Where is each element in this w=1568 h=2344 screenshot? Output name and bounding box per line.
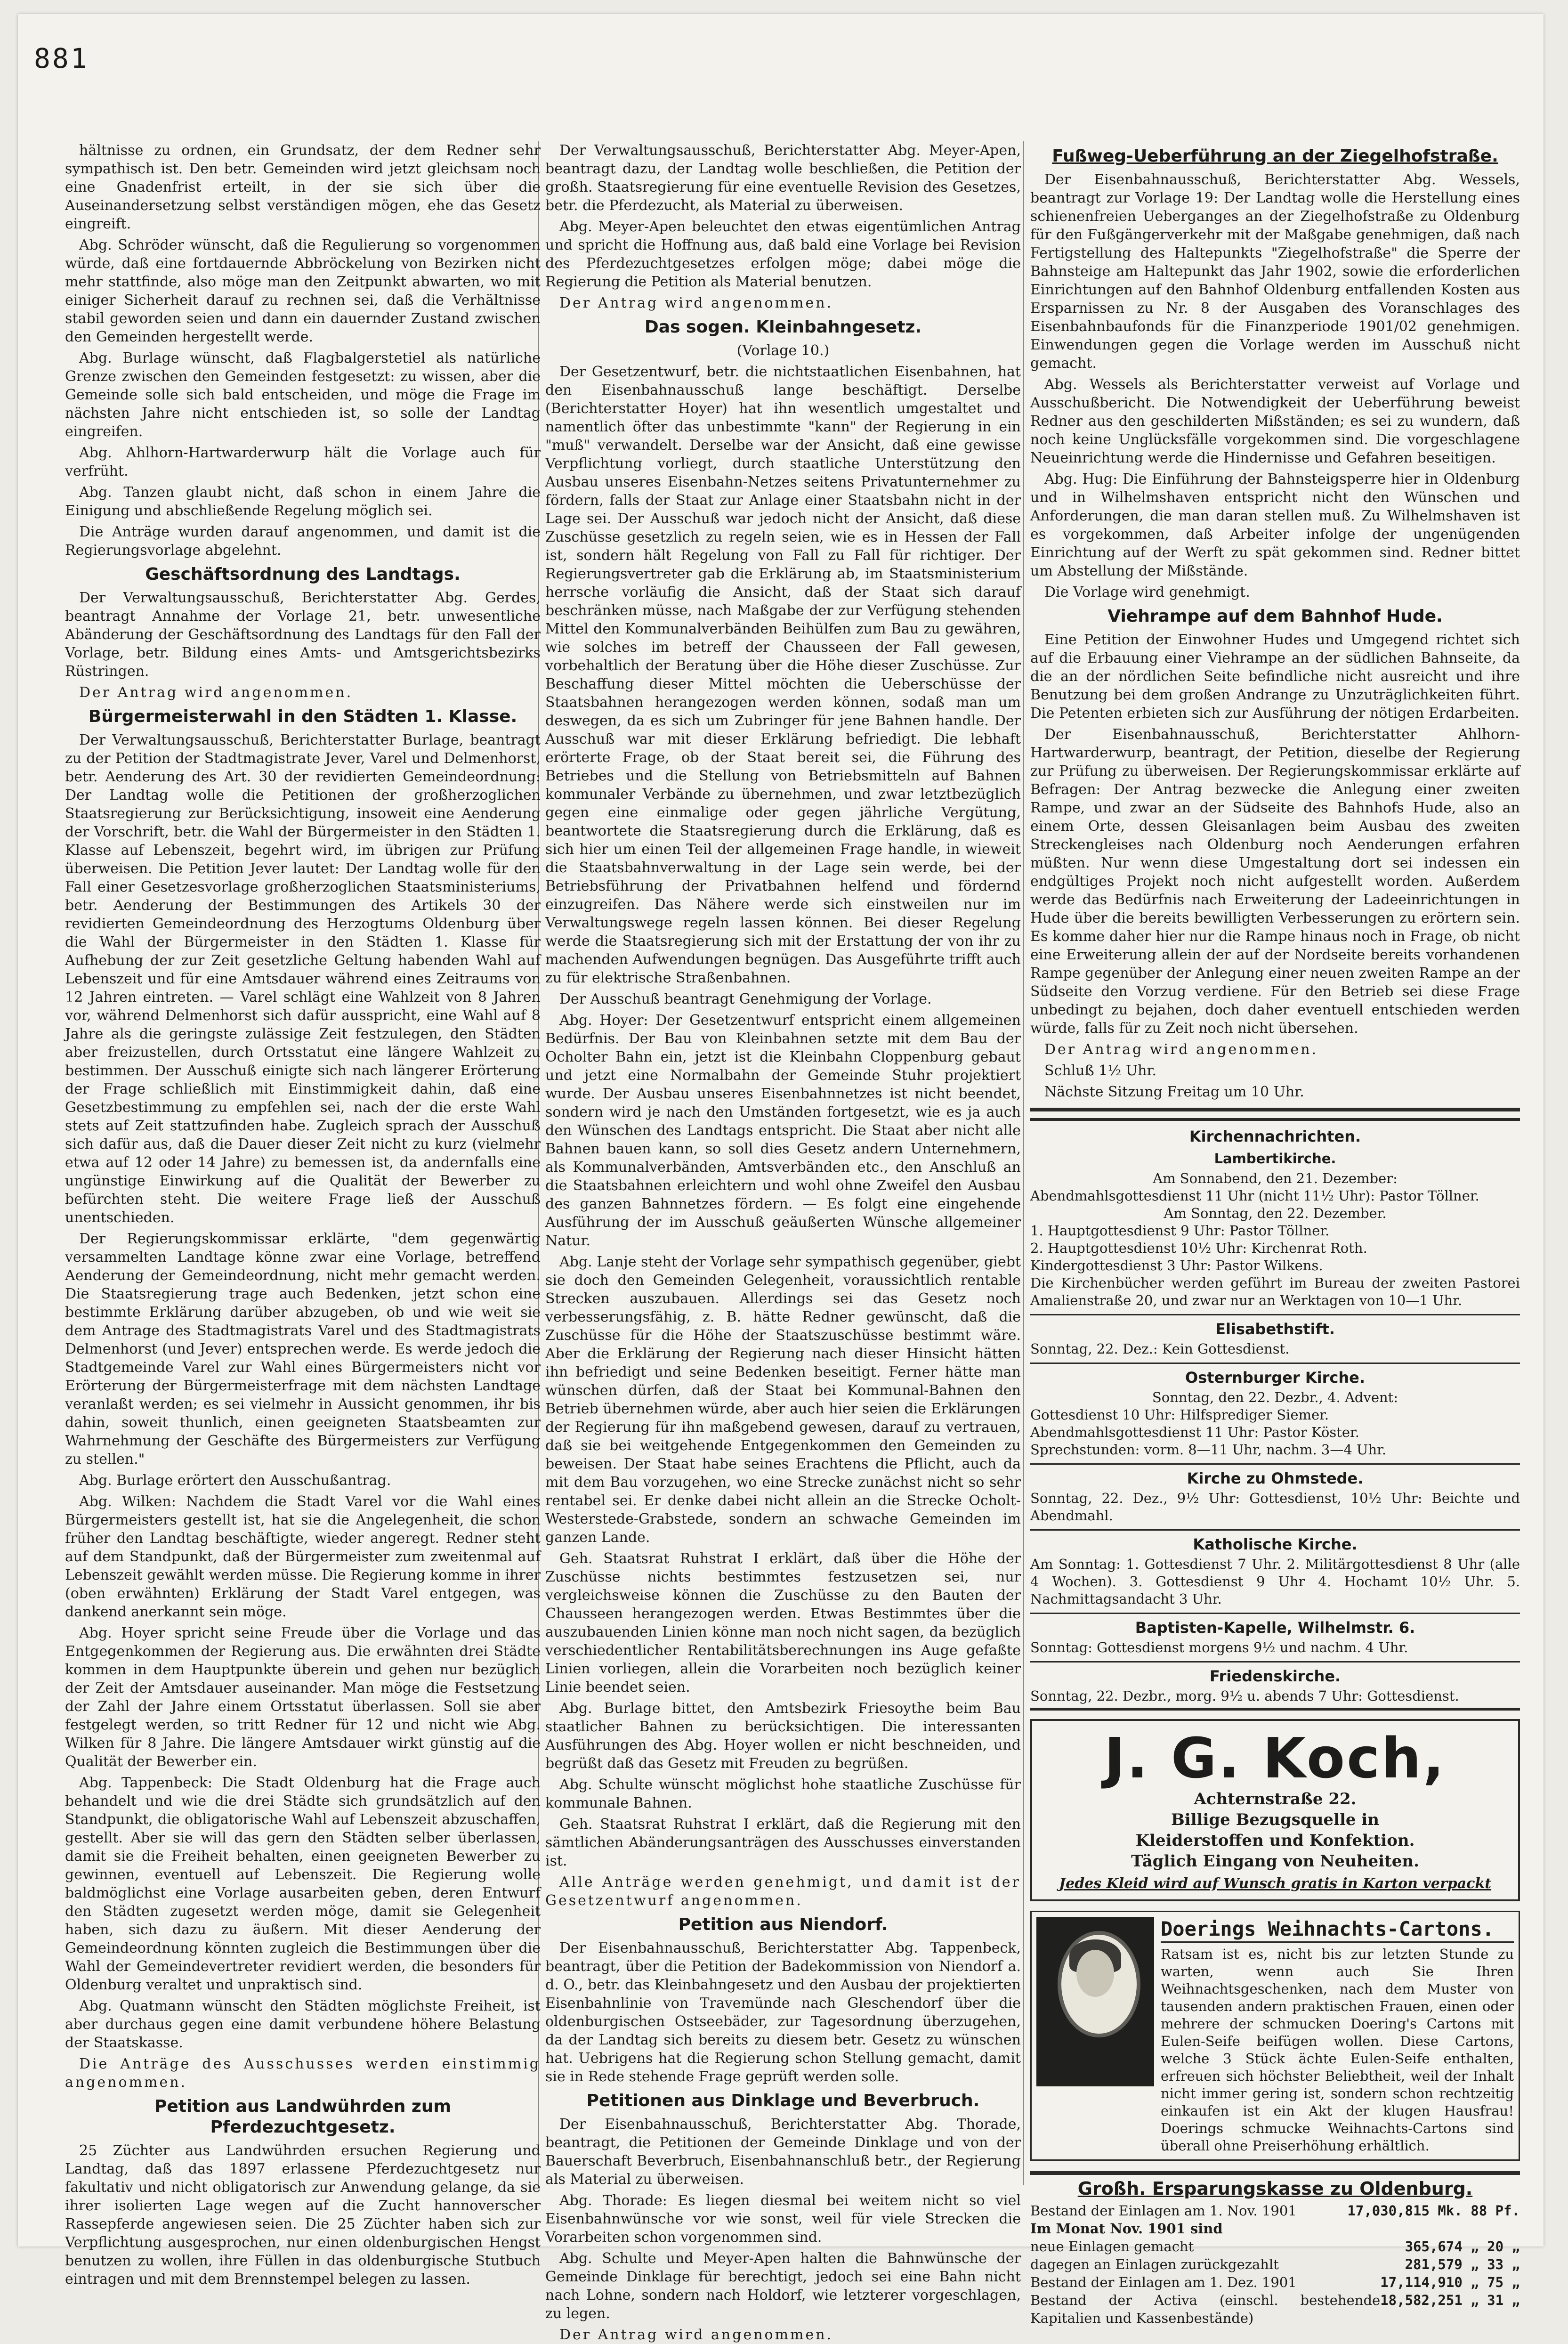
statement-row [1030, 2220, 1520, 2238]
paragraph: Der Antrag wird angenommen. [1044, 1041, 1318, 1058]
divider [1030, 1529, 1520, 1531]
paragraph: Der Eisenbahnausschuß, Berichterstatter Abg. Tappenbeck, beantragt, über die Petition der Badekommission von Niendorf a. d. O., betr. das Kleinbahngesetz und den Ausbau der projektierten Eisenbahnlinie von Travemünde nach Gleschendorf über die oldenburgischen Ostseebäder, zur Tagesordnung überzugehen, da der Landtag sich bereits zu diesem betr. Gesetz zu wünschen hat. Uebrigens hat die Regierung schon Stellung gemacht, damit sie in Rede stehende Frage geprüft werden solle. [545, 1940, 1021, 2085]
paragraph: Der Antrag wird angenommen. [559, 295, 833, 311]
notice-line: 2. Hauptgottesdienst 10½ Uhr: Kirchenrat Roth. [1030, 1240, 1367, 1256]
column-2 [545, 141, 1021, 2343]
section-heading: Petition aus Niendorf. [678, 1915, 888, 1934]
advertiser-address: Achternstraße 22. [1194, 1790, 1357, 1809]
advertiser-name: J. G. Koch, [1104, 1726, 1446, 1791]
newspaper-page [18, 14, 1544, 2343]
row-label: neue Einlagen gemacht [1030, 2239, 1194, 2255]
paragraph: Der Antrag wird angenommen. [79, 684, 353, 701]
notice-line: Sonntag, 22. Dez., 9½ Uhr: Gottesdienst, 10½ Uhr: Beichte und Abendmahl. [1030, 1490, 1520, 1524]
paragraph: 25 Züchter aus Landwührden ersuchen Regierung und Landtag, daß das 1897 erlassene Pferdezuchtgesetz nur fakultativ und nicht obligatorisch zur Anwendung gelange, da sie ihrer isolierten Lage wegen auf die Zucht hannoverscher Rassepferde angewiesen seien. Die 25 Züchter haben sich zur Verpflichtung ausgesprochen, nur einen oldenburgischen Hengst benutzen zu wollen, ihre Füllen in das oldenburgische Stutbuch eintragen und mit dem Brennstempel belegen zu lassen. [65, 2142, 541, 2287]
paragraph: Der Eisenbahnausschuß, Berichterstatter Ahlhorn-Hartwarderwurp, beantragt, der Petition, dieselbe der Regierung zur Prüfung zu überweisen. Der Regierungskommissar erklärte auf Befragen: Der Antrag bezwecke die Anlegung einer zweiten Rampe, und zwar an der Südseite des Bahnhofs Hude, also an einem Orte, dessen Gleisanlagen beim Ausbau des zweiten Streckengleises nach Oldenburg noch Aenderungen erfahren müßten. Nur wenn diese Umgestaltung dort sei indessen ein endgültiges Projekt noch nicht aufgestellt worden. Außerdem werde das Bedürfnis nach Erweiterung der Ladeeinrichtungen in Hude über die bereits bewilligten Verbesserungen zu erörtern sein. Es komme daher hier nur die Rampe hinaus noch in Frage, ob nicht eine Erweiterung allein der auf der Nordseite bereits vorhandenen Rampe gegenüber der Anlegung einer neuen zweiten Rampe an der Südseite den Vorzug verdiene. Für den Betrieb sei diese Frage unbedingt zu bejahen, doch daher eventuell entschieden werden würde, falls für zu Zeit noch nicht übersehen. [1030, 726, 1520, 1037]
paragraph: Abg. Hug: Die Einführung der Bahnsteigsperre hier in Oldenburg und in Wilhelmshaven entspricht nicht den Wünschen und Anforderungen, die man daran stellen muß. Zu Wilhelmshaven ist es vorgekommen, daß Arbeiter infolge der ungenügenden Einrichtung auf der Werft zu spät gekommen sind. Redner bittet um Abstellung der Mißstände. [1030, 471, 1520, 579]
section-heading [1030, 146, 1520, 167]
portrait-illustration [1036, 1917, 1154, 2086]
divider [1030, 1463, 1520, 1465]
paragraph: Der Verwaltungsausschuß, Berichterstatter Abg. Meyer-Apen, beantragt dazu, der Landtag wolle beschließen, die Petition der großh. Staatsregierung für eine eventuelle Revision des Gesetzes, betr. die Pferdezucht, als Material zu überweisen. [545, 142, 1021, 214]
notice-line: Kindergottesdienst 3 Uhr: Pastor Wilkens. [1030, 1257, 1323, 1273]
notice-heading: Friedenskirche. [1209, 1667, 1341, 1685]
paragraph: Die Anträge des Ausschusses werden einstimmig angenommen. [65, 2056, 541, 2091]
ad-line: Täglich Eingang von Neuheiten. [1131, 1852, 1419, 1871]
savings-bank-statement [1030, 2171, 1520, 2327]
paragraph: Der Verwaltungsausschuß, Berichterstatter Abg. Gerdes, beantragt Annahme der Vorlage 21, betr. unwesentliche Abänderung der Geschäftsordnung des Landtags für den Fall der Vorlage, betr. Bildung eines Amts- und Amtsgerichtsbezirks Rüstringen. [65, 590, 541, 680]
paragraph: Der Eisenbahnausschuß, Berichterstatter Abg. Wessels, beantragt zur Vorlage 19: Der Landtag wolle die Herstellung eines schienenfreien Ueberganges an der Ziegelhofstraße zu Oldenburg für den Fußgängerverkehr mit der Maßgabe genehmigen, daß nach Fertigstellung des Haltepunkts "Ziegelhofstraße" die Sperre der Bahnsteige am Haltepunkt das Jahr 1902, sowie die erforderlichen Einrichtungen auf den Bahnhof Oldenburg entfallenden Kosten aus Ersparnissen zu Nr. 8 der Ausgaben des Voranschlages des Eisenbahnbaufonds für die Finanzperiode 1901/02 genehmigen. Einwendungen gegen die Vorlage werden im Ausschuß nicht gemacht. [1030, 171, 1520, 372]
paragraph: Abg. Wessels als Berichterstatter verweist auf Vorlage und Ausschußbericht. Die Notwendigkeit der Ueberführung beweist Redner aus den geschilderten Mißständen; es sei zu wundern, daß noch keine Unglücksfälle vorgekommen sind. Die vorgeschlagene Neueinrichtung werde die Hindernisse und Gefahren beseitigen. [1030, 376, 1520, 466]
paragraph: Der Ausschuß beantragt Genehmigung der Vorlage. [559, 991, 932, 1007]
section-heading: Bürgermeisterwahl in den Städten 1. Klasse. [88, 707, 517, 726]
statement-heading: Großh. Ersparungskasse zu Oldenburg. [1077, 2178, 1473, 2199]
paragraph: Der Eisenbahnausschuß, Berichterstatter Abg. Thorade, beantragt, die Petitionen der Gemeinde Dinklage und von der Bauerschaft Beverbruch, Eisenbahnanschluß betr., der Regierung als Material zu überweisen. [545, 2116, 1021, 2188]
notice-line: Am Sonnabend, den 21. Dezember: [1153, 1170, 1398, 1186]
divider [1030, 1613, 1520, 1614]
divider [1030, 1108, 1520, 1111]
row-label: Im Monat Nov. 1901 sind [1030, 2221, 1223, 2237]
paragraph: Die Vorlage wird genehmigt. [1044, 584, 1250, 600]
notice-heading: Katholische Kirche. [1193, 1535, 1358, 1553]
ad-title: Doerings Weihnachts-Cartons. [1161, 1917, 1514, 1943]
row-value: 365,674 „ 20 „ [1405, 2239, 1520, 2255]
row-value: 17,030,815 Mk. 88 Pf. [1347, 2203, 1520, 2219]
paragraph: Abg. Hoyer: Der Gesetzentwurf entspricht einem allgemeinen Bedürfnis. Der Bau von Kleinbahnen setzte mit dem Bau der Ocholter Bahn ein, jetzt ist die Kleinbahn Cloppenburg gebaut und jetzt eine Normalbahn der Gemeinde Stuhr projektiert wurde. Der Ausbau unseres Eisenbahnnetzes ist nicht beendet, sondern wird je nach den Umständen fortgesetzt, wie es ja auch den Wünschen des Landtags entspricht. Die Staat aber nicht alle Bahnen bauen kann, so soll dies Gesetz andern Unternehmern, als Kommunalverbänden, Amtsverbänden etc., den Anschluß an die Staatsbahnen erleichtern und wohl ohne Zweifel den Ausbau des ganzen Bahnnetzes fördern. — Es folgt eine eingehende Ausführung der im Ausschuß geäußerten Wünsche allgemeiner Natur. [545, 1012, 1021, 1249]
notice-line: Sonntag, 22. Dez.: Kein Gottesdienst. [1030, 1341, 1290, 1357]
row-value: 281,579 „ 33 „ [1405, 2256, 1520, 2272]
notice-subheading: Lambertikirche. [1214, 1151, 1336, 1167]
section-heading: Petition aus Landwührden zum Pferdezuchtgesetz. [154, 2097, 452, 2137]
row-value: 18,582,251 „ 31 „ [1380, 2292, 1520, 2308]
statement-row [1030, 2255, 1520, 2273]
statement-row [1030, 2202, 1520, 2220]
section-heading-text: Fußweg-Ueberführung an der Ziegelhofstraße. [1052, 146, 1498, 166]
church-notices [1030, 1118, 1520, 1711]
row-label: Bestand der Einlagen am 1. Dez. 1901 [1030, 2274, 1297, 2290]
paragraph: Der Regierungskommissar erklärte, "dem gegenwärtig versammelten Landtage könne zwar eine Vorlage, betreffend Aenderung der Gemeindeordnung, nicht mehr gemacht werden. Die Staatsregierung trage auch Bedenken, jetzt schon eine bestimmte Erklärung darüber abzugeben, ob und wie weit sie dem Antrage des Stadtmagistrats Varel und des Stadtmagistrats Delmenhorst (und Jever) entsprechen werde. Es werde jedoch die Stadtgemeinde Varel zur Wahl eines Bürgermeisters nicht vor Erörterung der Bürgermeisterfrage mit dem nächsten Landtage veranlaßt werden; es sei vielmehr in Aussicht genommen, ihr bis dahin, soweit thunlich, einen geeigneten Staatsbeamten zur Wahrnehmung der Geschäfte des Bürgermeisters zur Verfügung zu stellen." [65, 1231, 541, 1468]
column-rule [1023, 141, 1024, 2185]
paragraph: Die Anträge wurden darauf angenommen, und damit ist die Regierungsvorlage abgelehnt. [65, 524, 541, 559]
section-subheading: (Vorlage 10.) [736, 342, 830, 359]
row-label: Bestand der Einlagen am 1. Nov. 1901 [1030, 2203, 1297, 2219]
paragraph: Der Gesetzentwurf, betr. die nichtstaatlichen Eisenbahnen, hat den Eisenbahnausschuß lange beschäftigt. Derselbe (Berichterstatter Hoyer) hat ihn wesentlich umgestaltet und namentlich öfter das unbestimmte "kann" der Regierung in ein "muß" verwandelt. Derselbe war der Ansicht, daß eine gewisse Verpflichtung vorliegt, durch staatliche Unterstützung den Ausbau unseres Eisenbahn-Netzes seitens Privatunternehmer zu fördern, falls der Staat zur Anlage einer Staatsbahn nicht in der Lage sei. Der Ausschuß war jedoch nicht der Ansicht, daß diese Zuschüsse gesetzlich zu regeln seien, wie es in Hessen der Fall ist, sondern hält Regelung von Fall zu Fall für richtiger. Der Regierungsvertreter gab die Erklärung ab, im Staatsministerium herrsche vorläufig die Ansicht, daß der Staat sich darauf beschränken müsse, nach Maßgabe der zur Verfügung stehenden Mittel den Kommunalverbänden Beihülfen zum Bau zu gewähren, wie solches im betreff der Chausseen der Fall gewesen, vorbehaltlich der Beratung über die Höhe dieser Zuschüsse. Zur Beschaffung dieser Mittel möchten die Ueberschüsse der Staatsbahnen herangezogen werden können, sodaß man um deswegen, da es sich um Zubringer für jene Bahnen handle. Der Ausschuß war mit dieser Erklärung befriedigt. Die lebhaft erörterte Frage, ob der Staat bereit sei, die Führung des Betriebes und die Stellung von Betriebsmitteln auf Bahnen kommunaler Verbände zu übernehmen, und zwar letztbezüglich gegen eine einmalige oder gegen jährliche Vergütung, beantwortete die Staatsregierung durch die Erklärung, daß es sich hier um einen Teil der allgemeinen Frage handle, in wieweit die Staatsbahnverwaltung in der Lage sein werde, bei der Betriebsführung der Privatbahnen helfend und fördernd einzugreifen. Das Nähere werde sich einstweilen nur im Verwaltungswege regeln lassen können. Bei dieser Regelung werde die Staatsregierung sich mit der Erstattung der von ihr zu machenden Aufwendungen begnügen. Das Ausgeführte trifft auch zu für elektrische Straßenbahnen. [545, 364, 1021, 986]
paragraph: Eine Petition der Einwohner Hudes und Umgegend richtet sich auf die Erbauung einer Viehrampe an der südlichen Bahnseite, da die an der nördlichen Seite befindliche nicht ausreicht und ihre Benutzung bei dem großen Andrange zu Unzuträglichkeiten führt. Die Petenten erbieten sich zur Ausführung der nötigen Erdarbeiten. [1030, 632, 1520, 722]
section-heading: Petitionen aus Dinklage und Beverbruch. [586, 2091, 980, 2110]
portrait-face [1076, 1950, 1114, 1997]
paragraph: Abg. Ahlhorn-Hartwarderwurp hält die Vorlage auch für verfrüht. [65, 445, 541, 479]
paragraph: Geh. Staatsrat Ruhstrat I erklärt, daß über die Höhe der Zuschüsse nichts bestimmtes festzusetzen sei, nur vergleichsweise können die Zuschüsse zu den Bauten der Chausseen herangezogen werden. Etwas Bestimmtes über die auszubauenden Linien könne man noch nicht sagen, da bezüglich verschiedentlicher Rentabilitätsberechnungen ins Auge gefaßte Linien vorliegen, allein die Vorarbeiten noch bezüglich keiner Linie beendet seien. [545, 1550, 1021, 1695]
paragraph: Abg. Burlage wünscht, daß Flagbalgerstetiel als natürliche Grenze zwischen den Gemeinden festgesetzt: zu wissen, aber die Gemeinde solle sich bald entscheiden, und möge die Frage im nächsten Jahre nicht entschieden ist, so solle der Landtag eingreifen. [65, 350, 541, 440]
paragraph: Abg. Wilken: Nachdem die Stadt Varel vor die Wahl eines Bürgermeisters gestellt ist, hat sie die Angelegenheit, die schon früher den Landtag beschäftigte, wieder angeregt. Redner steht auf dem Standpunkt, daß der Bürgermeister zum zweitenmal auf Lebenszeit gewählt werden müsse. Die Regierung komme in ihrer (oben erwähnten) Erklärung der Stadt Varel entgegen, was dankend anerkannt sein möge. [65, 1493, 541, 1620]
notice-line: Die Kirchenbücher werden geführt im Bureau der zweiten Pastorei Amalienstraße 20, und zwar nur an Werktagen von 10—1 Uhr. [1030, 1275, 1520, 1308]
koch-advertisement [1030, 1719, 1520, 1901]
paragraph: Abg. Burlage erörtert den Ausschußantrag. [79, 1472, 391, 1489]
statement-row [1030, 2238, 1520, 2255]
paragraph: Der Verwaltungsausschuß, Berichterstatter Burlage, beantragt zu der Petition der Stadtmagistrate Jever, Varel und Delmenhorst, betr. Aenderung des Art. 30 der revidierten Gemeindeordnung: Der Landtag wolle die Petitionen der großherzoglichen Staatsregierung zur Berücksichtigung, insoweit eine Aenderung der Vorschrift, betr. die Wahl der Bürgermeister in den Städten 1. Klasse auf Lebenszeit, begehrt wird, im übrigen zur Prüfung überweisen. Die Petition Jever lautet: Der Landtag wolle für den Fall einer Gesetzesvorlage großherzoglichen Staatsministeriums, betr. Aenderung der Bestimmungen des Artikels 30 der revidierten Gemeindeordnung des Herzogtums Oldenburg über die Wahl der Bürgermeister in den Städten 1. Klasse für Aufhebung der zur Zeit gesetzliche Geltung habenden Wahl auf Lebenszeit und für eine Amtsdauer während eines Zeitraums von 12 Jahren eintreten. — Varel schlägt eine Wahlzeit von 8 Jahren vor, während Delmenhorst sich dafür ausspricht, eine Wahl auf 8 Jahre als die geringste zulässige Zeit festzulegen, den Städten aber freizustellen, durch Ortsstatut eine längere Wahlzeit zu bestimmen. Der Ausschuß einigte sich nach längerer Erörterung der Frage schließlich mit Einstimmigkeit dahin, daß eine Gesetzbestimmung zu empfehlen sei, nach der die erste Wahl stets auf Zeit stattzufinden habe. Zugleich sprach der Ausschuß sich dafür aus, daß die Dauer dieser Zeit nicht zu kurz (vielmehr etwa auf 12 oder 14 Jahre) zu bemessen ist, da andernfalls eine ungünstige Einwirkung auf die Qualität der Bewerber zu befürchten steht. Die weitere Frage ließ der Ausschuß unentschieden. [65, 732, 541, 1226]
paragraph: Abg. Schulte wünscht möglichst hohe staatliche Zuschüsse für kommunale Bahnen. [545, 1776, 1021, 1811]
notice-heading: Baptisten-Kapelle, Wilhelmstr. 6. [1135, 1619, 1415, 1637]
notice-line: Am Sonntag, den 22. Dezember. [1164, 1205, 1387, 1221]
paragraph: Abg. Burlage bittet, den Amtsbezirk Friesoythe beim Bau staatlicher Bahnen zu berücksichtigen. Die interessanten Ausführungen des Abg. Hoyer wollen er nicht beschneiden, und begrüßt daß das Gesetz mit Freuden zu begrüßen. [545, 1700, 1021, 1772]
paragraph: Abg. Tanzen glaubt nicht, daß schon in einem Jahre die Einigung und abschließende Regelung möglich sei. [65, 484, 541, 519]
page-number: 881 [34, 42, 89, 74]
paragraph: Abg. Schröder wünscht, daß die Regulierung so vorgenommen würde, daß eine fortdauernde Abbröckelung von Bezirken nicht mehr stattfinde, also möge man den Zeitpunkt abwarten, wo mit einiger Sicherheit darauf zu rechnen sei, daß die Verhältnisse stabil geworden seien und dann ein dauernder Zustand zwischen den Gemeinden hergestellt werde. [65, 237, 541, 345]
paragraph: Alle Anträge werden genehmigt, und damit ist der Gesetzentwurf angenommen. [545, 1874, 1021, 1909]
statement-row [1030, 2291, 1520, 2327]
notice-heading: Kirche zu Ohmstede. [1187, 1469, 1364, 1487]
divider [1030, 1314, 1520, 1315]
paragraph: Abg. Quatmann wünscht den Städten möglichste Freiheit, ist aber durchaus gegen eine damit verbundene höhere Belastung der Staatskasse. [65, 1998, 541, 2051]
paragraph: Schluß 1½ Uhr. [1044, 1063, 1157, 1079]
section-heading: Das sogen. Kleinbahngesetz. [644, 317, 922, 337]
ad-line: Kleiderstoffen und Konfektion. [1135, 1831, 1415, 1850]
notice-line: Sonntag, 22. Dezbr., morg. 9½ u. abends 7 Uhr: Gottesdienst. [1030, 1688, 1459, 1704]
statement-row [1030, 2273, 1520, 2291]
ad-banner: Jedes Kleid wird auf Wunsch gratis in Karton verpackt [1059, 1875, 1492, 1892]
divider [1030, 1661, 1520, 1663]
paragraph: Abg. Lanje steht der Vorlage sehr sympathisch gegenüber, giebt sie doch den Gemeinden Gelegenheit, voraussichtlich rentable Strecken auszubauen. Allerdings sei das Gesetz noch verbesserungsfähig, z. B. hätte Redner gewünscht, daß die Zuschüsse für die Höhe der Staatszuschüsse bestimmt wäre. Aber die Erklärung der Regierung nach dieser Hinsicht hätten ihn befriedigt und seine Bedenken beseitigt. Ferner hätte man wünschen dürfen, daß der Staat bei Kommunal-Bahnen den Betrieb übernehmen würde, aber auch hier seien die Erklärungen der Regierung für ihn maßgebend gewesen, darauf zu vertrauen, daß sie bei weitgehende Entgegenkommen den Gemeinden zu beweisen. Der Staat habe seines Erachtens die Pflicht, auch da mit dem Bau vorzugehen, wo eine Strecke zunächst nicht so sehr rentabel sei. Er denke dabei nicht allein an die Strecke Ocholt-Westerstede-Grabstede, sondern an schwache Gemeinden im ganzen Lande. [545, 1254, 1021, 1546]
paragraph: Abg. Schulte und Meyer-Apen halten die Bahnwünsche der Gemeinde Dinklage für berechtigt, jedoch sei eine Bahn nicht nach Lohne, sondern nach Holdorf, wie letzterer vorgeschlagen, zu legen. [545, 2250, 1021, 2322]
row-value: 17,114,910 „ 75 „ [1380, 2274, 1520, 2290]
notice-heading: Elisabethstift. [1215, 1320, 1335, 1338]
notice-line: 1. Hauptgottesdienst 9 Uhr: Pastor Töllner. [1030, 1223, 1330, 1239]
ad-line: Billige Bezugsquelle in [1171, 1810, 1380, 1829]
notice-line: Abendmahlsgottesdienst 11 Uhr (nicht 11½ Uhr): Pastor Töllner. [1030, 1188, 1479, 1204]
notice-heading: Osternburger Kirche. [1185, 1369, 1365, 1387]
notice-line: Sonntag: Gottesdienst morgens 9½ und nachm. 4 Uhr. [1030, 1639, 1408, 1655]
notice-line: Sonntag, den 22. Dezbr., 4. Advent: [1152, 1389, 1398, 1405]
column-1 [65, 141, 541, 2287]
paragraph: Geh. Staatsrat Ruhstrat I erklärt, daß die Regierung mit den sämtlichen Abänderungsanträgen des Ausschusses einverstanden ist. [545, 1816, 1021, 1869]
section-heading: Viehrampe auf dem Bahnhof Hude. [1107, 607, 1443, 626]
divider [1030, 1363, 1520, 1364]
notice-line: Sprechstunden: vorm. 8—11 Uhr, nachm. 3—4 Uhr. [1030, 1442, 1387, 1458]
paragraph: Abg. Tappenbeck: Die Stadt Oldenburg hat die Frage auch behandelt und wie die drei Städte sich grundsätzlich auf den Standpunkt, die obligatorische Wahl auf Lebenszeit abzuschaffen, gestellt. Aber sie will das gern den Städten selber überlassen, damit sie die Freiheit behalten, einen geeigneten Bewerber zu gewinnen, eventuell auf Lebenszeit. Die Regierung wolle baldmöglichst eine Vorlage ausarbeiten geben, deren Entwurf den Städten zugesetzt werden möge, damit sie Gelegenheit haben, sich dazu zu äußern. Mit dieser Aenderung der Gemeindeordnung könnten zugleich die Bestimmungen über die Wahl der Gemeindevertreter revidiert werden, die besonders für Oldenburg veraltet und unpraktisch sind. [65, 1775, 541, 1993]
row-label: dagegen an Einlagen zurückgezahlt [1030, 2256, 1279, 2272]
ad-text: Ratsam ist es, nicht bis zur letzten Stunde zu warten, wenn auch Sie Ihren Weihnachtsgeschenken, nach dem Muster von tausenden andern praktischen Frauen, einen oder mehrere der schmucken Doering's Cartons mit Eulen-Seife beifügen wollen. Diese Cartons, welche 3 Stück ächte Eulen-Seife enthalten, erfreuen sich höchster Beliebtheit, weil der Inhalt nicht immer gering ist, sondern schon rechtzeitig einkaufen ist ein Akt der klugen Hausfrau! Doerings schmucke Weihnachts-Cartons sind überall ohne Preiserhöhung erhältlich. [1161, 1946, 1514, 2154]
paragraph: Abg. Meyer-Apen beleuchtet den etwas eigentümlichen Antrag und spricht die Hoffnung aus, daß bald eine Vorlage bei Revision des Pferdezuchtgesetzes erfolgen möge; dabei möge die Regierung die Petition als Material benutzen. [545, 219, 1021, 290]
paragraph: Der Antrag wird angenommen. [559, 2327, 833, 2343]
paragraph: Abg. Hoyer spricht seine Freude über die Vorlage und das Entgegenkommen der Regierung aus. Die erwähnten drei Städte kommen in dem Hauptpunkte überein und gehen nur bezüglich der Zeit der Amtsdauer auseinander. Man möge die Festsetzung der Zahl der Jahre einem Ortsstatut überlassen. Soll sie aber festgelegt werden, so tritt Redner für 12 und nicht wie Abg. Wilken für 8 Jahre. Die längere Amtsdauer wirkt günstig auf die Qualität der Bewerber ein. [65, 1625, 541, 1770]
column-3 [1030, 141, 1520, 2326]
notice-heading: Kirchennachrichten. [1189, 1127, 1361, 1145]
notice-line: Gottesdienst 10 Uhr: Hilfsprediger Siemer. [1030, 1407, 1329, 1423]
paragraph: Abg. Thorade: Es liegen diesmal bei weitem nicht so viel Eisenbahnwünsche vor wie sonst, weil für viele Strecken die Vorarbeiten schon vorgenommen sind. [545, 2192, 1021, 2246]
row-label: Bestand der Activa (einschl. bestehende Kapitalien und Kassenbestände) [1030, 2292, 1381, 2326]
notice-line: Abendmahlsgottesdienst 11 Uhr: Pastor Köster. [1030, 1424, 1359, 1440]
doering-advertisement [1030, 1911, 1520, 2161]
section-heading: Geschäftsordnung des Landtags. [145, 565, 461, 584]
notice-line: Am Sonntag: 1. Gottesdienst 7 Uhr. 2. Militärgottesdienst 8 Uhr (alle 4 Wochen). 3. Gottesdienst 9 Uhr 4. Hochamt 10½ Uhr. 5. Nachmittagsandacht 3 Uhr. [1030, 1556, 1520, 1607]
paragraph: hältnisse zu ordnen, ein Grundsatz, der dem Redner sehr sympathisch ist. Den betr. Gemeinden wird jetzt gleichsam noch eine Gnadenfrist erteilt, in der sie sich über die Auseinandersetzung selbst verständigen mögen, ehe das Gesetz eingreift. [65, 142, 541, 232]
paragraph: Nächste Sitzung Freitag um 10 Uhr. [1044, 1084, 1304, 1100]
